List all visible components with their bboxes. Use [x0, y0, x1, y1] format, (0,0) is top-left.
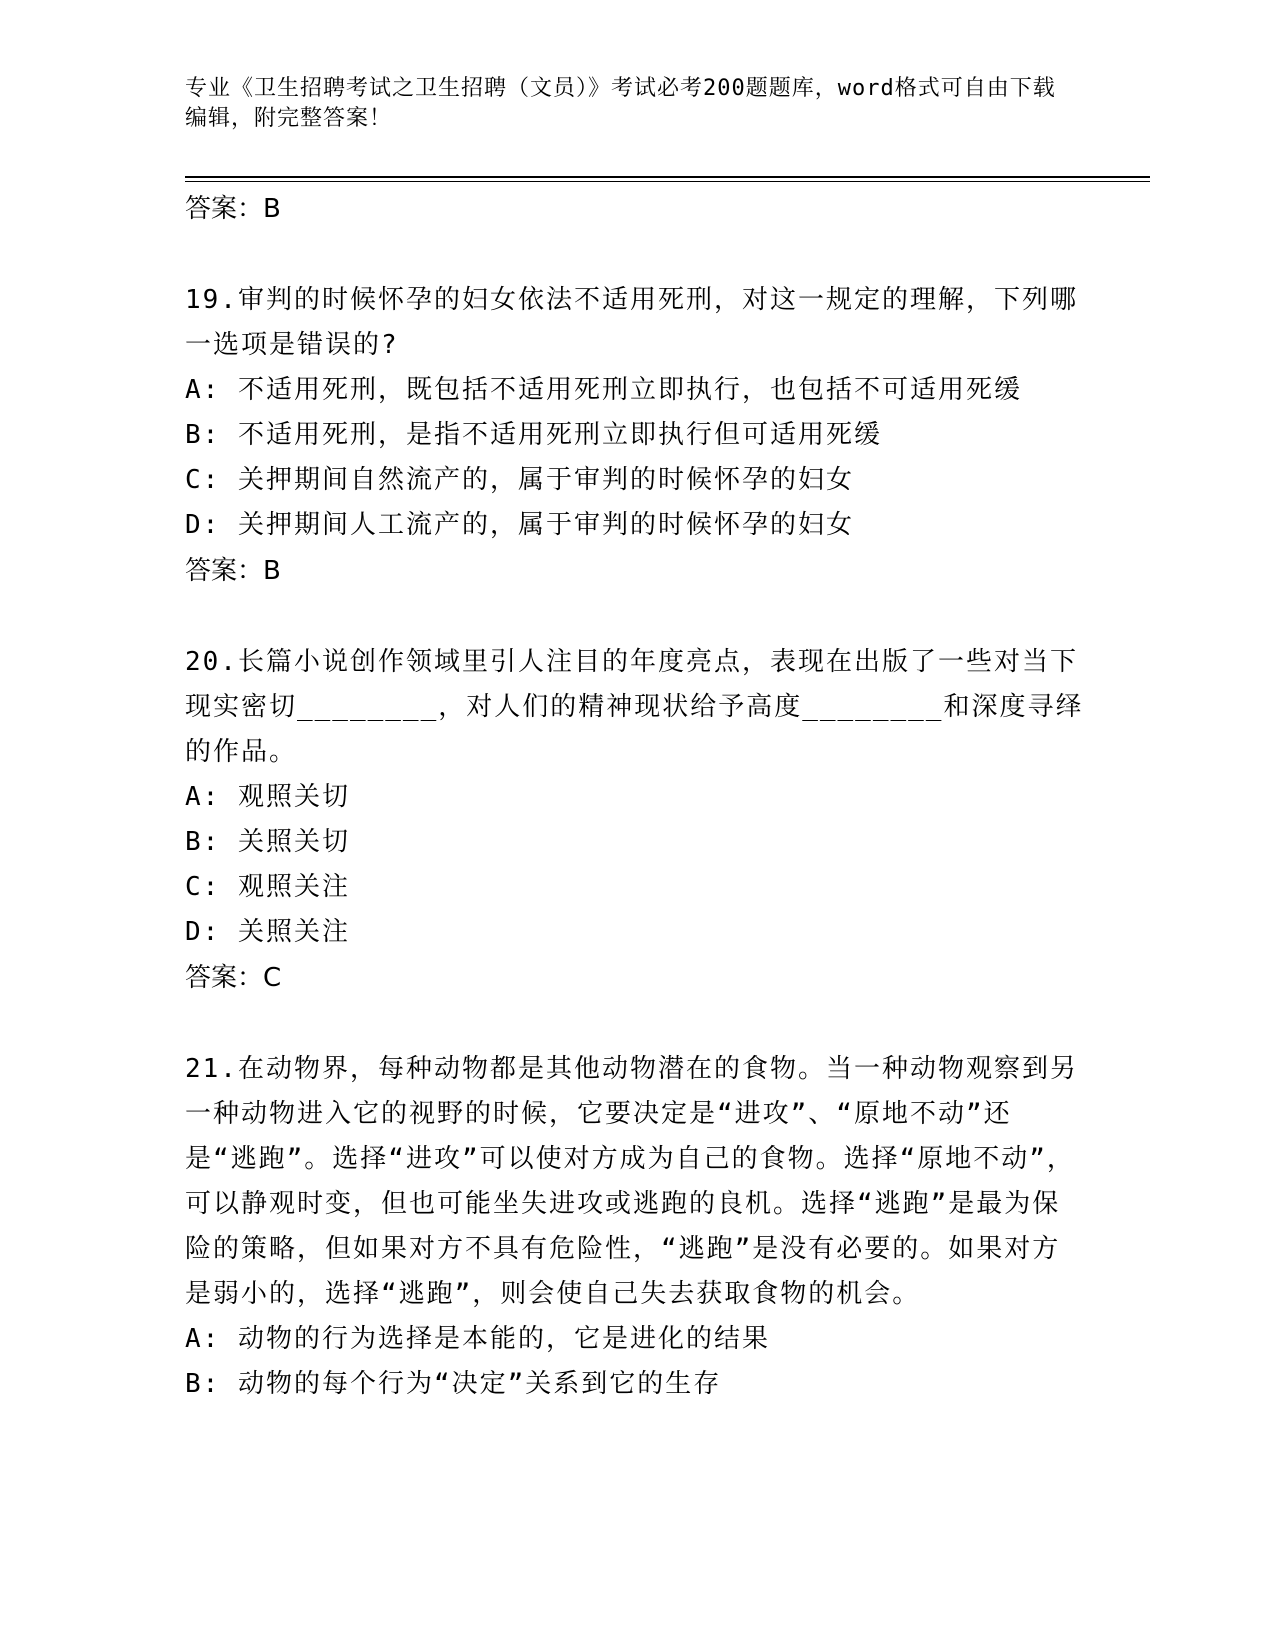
option-a: A: 不适用死刑，既包括不适用死刑立即执行，也包括不可适用死缓: [185, 375, 1022, 405]
answer-line: 答案：B: [185, 556, 281, 586]
document-content: [185, 186, 1085, 1407]
option-b: B: 不适用死刑，是指不适用死刑立即执行但可适用死缓: [185, 420, 882, 450]
option-a: A: 动物的行为选择是本能的，它是进化的结果: [185, 1324, 770, 1354]
answer-line: 答案：C: [185, 963, 282, 993]
option-d: D: 关押期间人工流产的，属于审判的时候怀孕的妇女: [185, 510, 854, 540]
option-b: B: 动物的每个行为“决定”关系到它的生存: [185, 1369, 722, 1399]
header-rule-thick: [185, 176, 1150, 178]
question-text: 19.审判的时候怀孕的妇女依法不适用死刑，对这一规定的理解，下列哪一选项是错误的?: [185, 285, 1078, 360]
answer-line: 答案：B: [185, 194, 281, 224]
option-c: C: 观照关注: [185, 872, 350, 902]
question-text: 20.长篇小说创作领域里引人注目的年度亮点，表现在出版了一些对当下现实密切________，对人们的精神现状给予高度________和深度寻绎的作品。: [185, 647, 1084, 767]
option-c: C: 关押期间自然流产的，属于审判的时候怀孕的妇女: [185, 465, 854, 495]
option-d: D: 关照关注: [185, 917, 350, 947]
option-b: B: 关照关切: [185, 827, 350, 857]
header-rule-thin: [185, 181, 1150, 182]
question-21: [185, 1047, 1085, 1407]
question-text: 21.在动物界，每种动物都是其他动物潜在的食物。当一种动物观察到另一种动物进入它的视野的时候，它要决定是“进攻”、“原地不动”还是“逃跑”。选择“进攻”可以使对方成为自己的食物。选择“原地不动”，可以静观时变，但也可能坐失进攻或逃跑的良机。选择“逃跑”是最为保险的策略，但如果对方不具有危险性，“逃跑”是没有必要的。如果对方是弱小的，选择“逃跑”，则会使自己失去获取食物的机会。: [185, 1054, 1078, 1309]
option-a: A: 观照关切: [185, 782, 350, 812]
question-19: [185, 278, 1085, 594]
question-20: [185, 640, 1085, 1001]
page-header: 专业《卫生招聘考试之卫生招聘（文员）》考试必考200题题库，word格式可自由下载编辑，附完整答案！: [185, 76, 1056, 131]
